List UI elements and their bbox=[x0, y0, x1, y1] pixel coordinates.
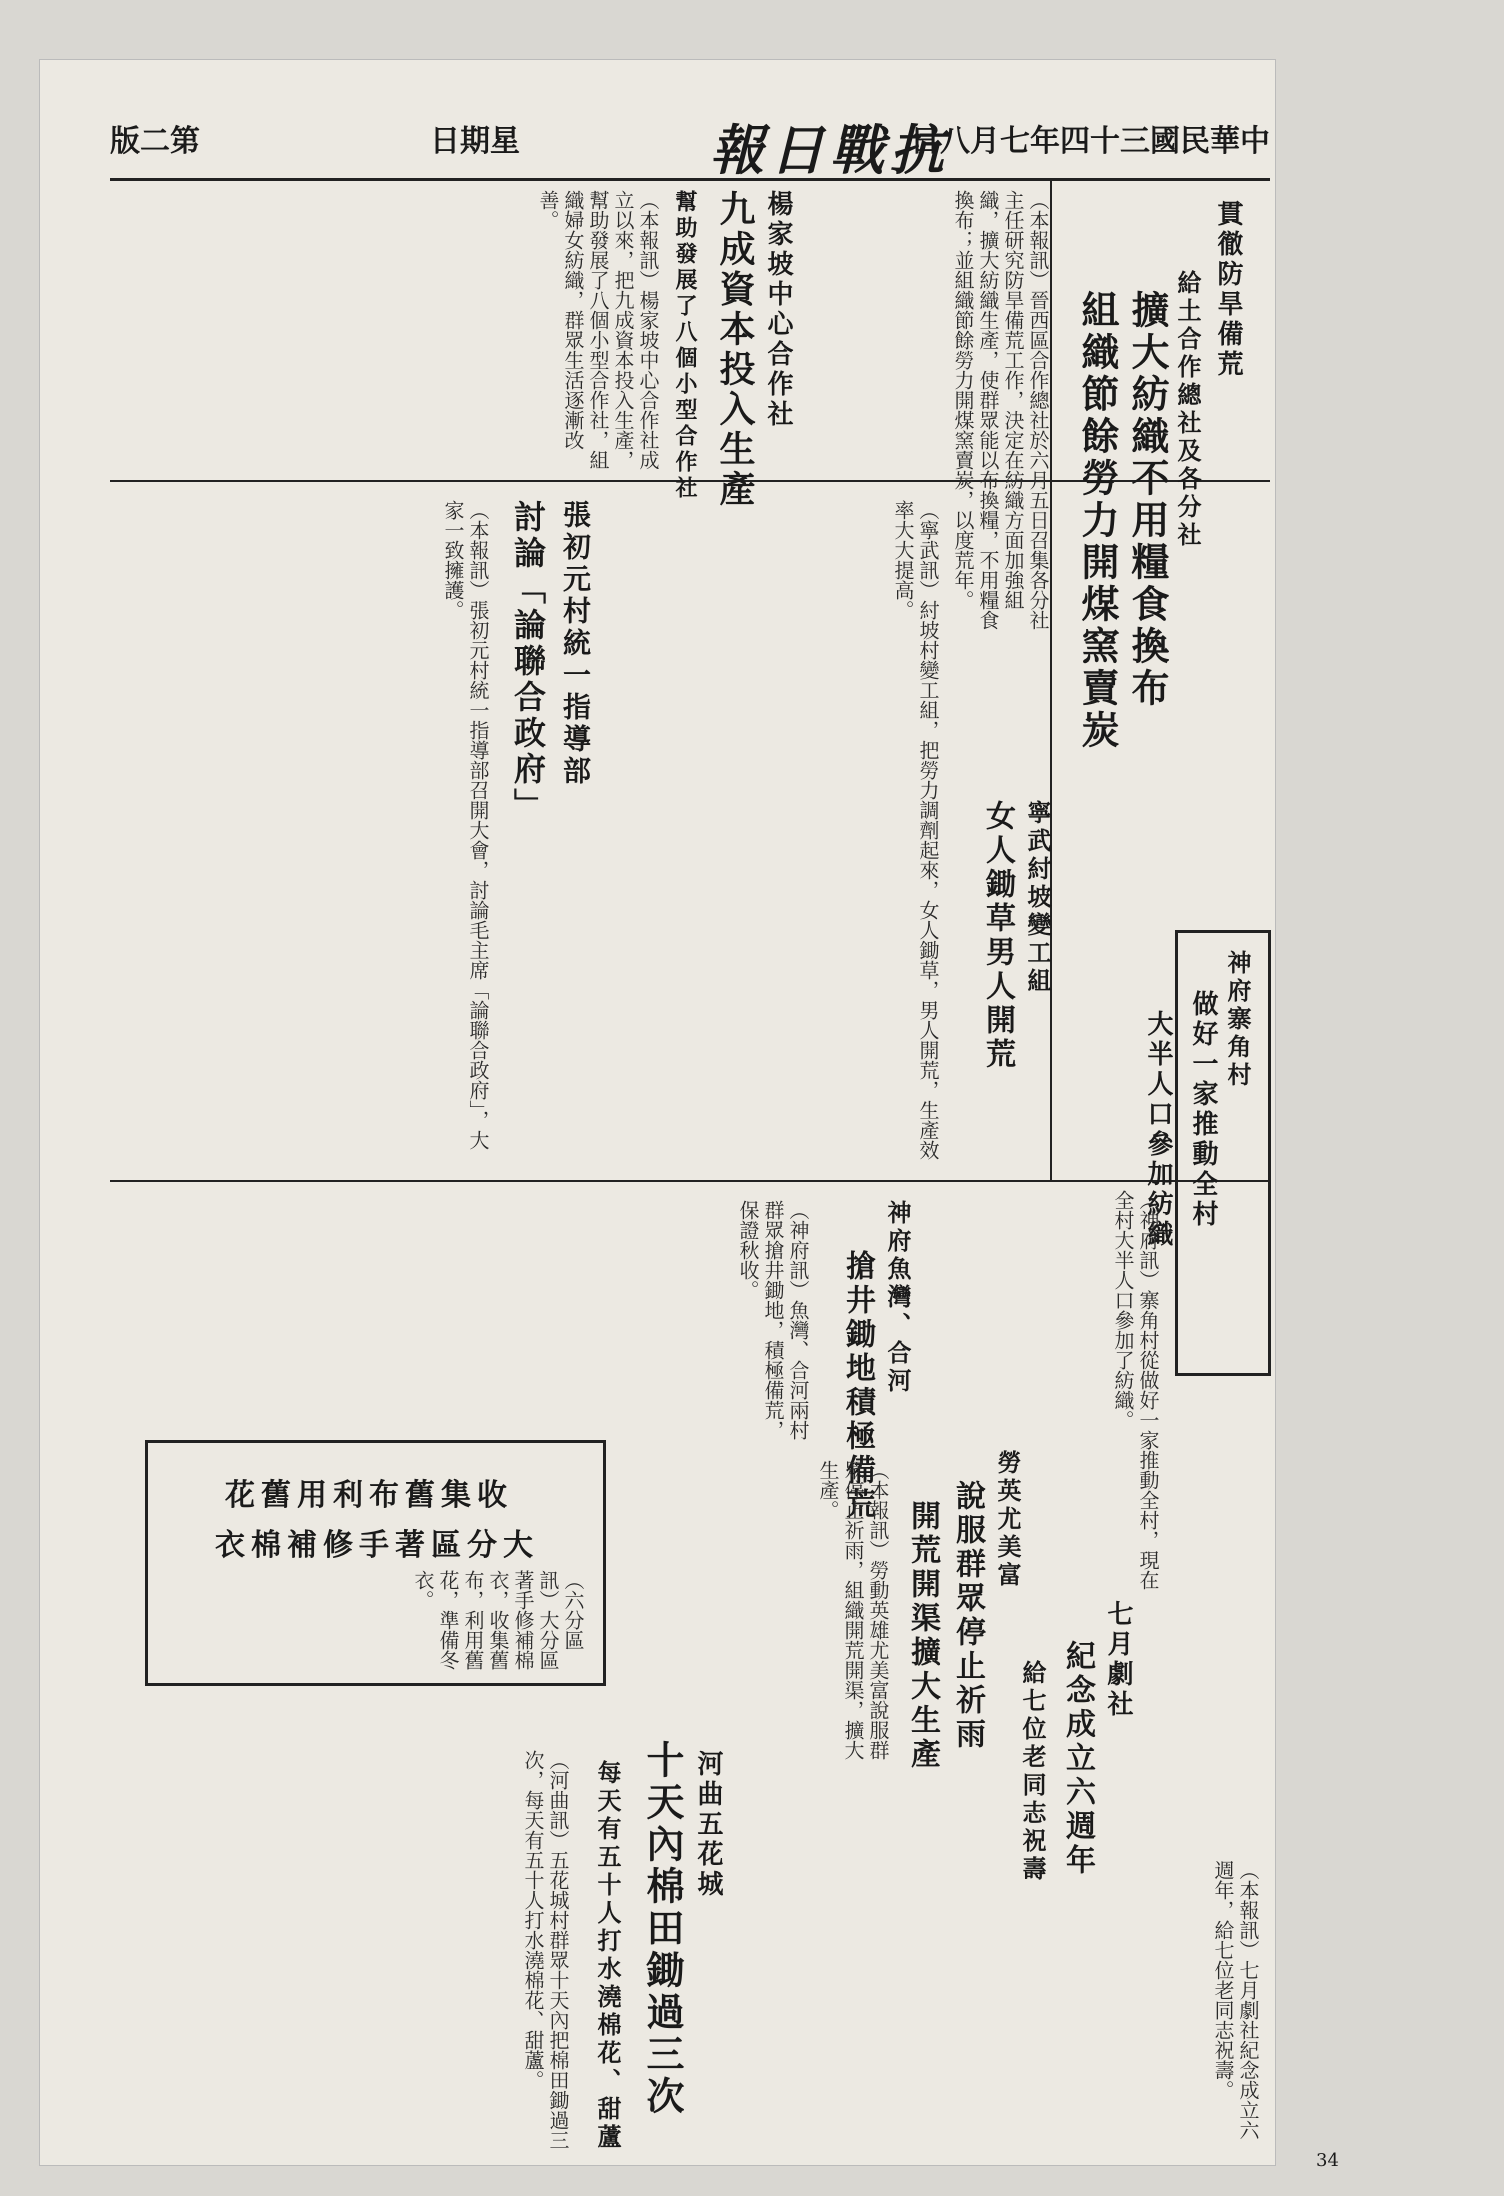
article-head: 每天有五十人打水澆棉花、甜蘆 bbox=[593, 1760, 622, 2152]
article-head: 神府寨角村 bbox=[1223, 950, 1252, 1090]
article-head: 大分區著手修補棉衣 bbox=[215, 1528, 539, 1563]
article-body: （河曲訊）五花城村群眾十天內把棉田鋤過三次，每天有五十人打水澆棉花、甜蘆。 bbox=[521, 1750, 570, 2150]
article-head: 開荒開渠擴大生產 bbox=[905, 1500, 940, 1772]
article-head: 大半人口參加紡織 bbox=[1143, 1010, 1173, 1250]
article-head: 九成資本投入生產 bbox=[714, 190, 756, 510]
article-head: 收集舊布利用舊花 bbox=[225, 1478, 513, 1513]
article-head: 楊家坡中心合作社 bbox=[763, 190, 793, 430]
weekday: 星期日 bbox=[430, 124, 520, 159]
article-kicker: 貫徹防旱備荒 bbox=[1213, 200, 1243, 380]
article-body: （神府訊）魚灣、合河兩村群眾搶井鋤地，積極備荒，保證秋收。 bbox=[736, 1200, 810, 1440]
article-head: 紀念成立六週年 bbox=[1060, 1640, 1095, 1878]
article-head: 給七位老同志祝壽 bbox=[1018, 1660, 1047, 1884]
article-body: （寧武訊）紂坡村變工組，把勞力調劑起來，女人鋤草，男人開荒，生產效率大大提高。 bbox=[891, 500, 940, 1160]
page-number: 34 bbox=[1316, 2150, 1339, 2171]
article-body: （本報訊）勞動英雄尤美富說服群眾停止祈雨，組織開荒開渠，擴大生產。 bbox=[816, 1460, 890, 1760]
article-head: 搶井鋤地積極備荒 bbox=[840, 1250, 875, 1522]
article-head: 討論「論聯合政府」 bbox=[509, 500, 547, 824]
rule bbox=[1050, 180, 1052, 1180]
article-body: （本報訊）張初元村統一指導部召開大會，討論毛主席「論聯合政府」，大家一致擁護。 bbox=[441, 500, 490, 1150]
issue-date: 中華民國三十四年七月八日 bbox=[910, 124, 1270, 159]
article-body: （本報訊）七月劇社紀念成立六週年，給七位老同志祝壽。 bbox=[1211, 1860, 1260, 2140]
article-head: 擴大紡織不用糧食換布 bbox=[1125, 290, 1170, 710]
article-head: 七月劇社 bbox=[1103, 1600, 1133, 1720]
article-head: 張初元村統一指導部 bbox=[559, 500, 592, 788]
article-head: 勞英尤美富 bbox=[993, 1450, 1022, 1590]
article-body: （神府訊）寨角村從做好一家推動全村，現在全村大半人口參加了紡織。 bbox=[1111, 1190, 1160, 1590]
article-head: 說服群眾停止祈雨 bbox=[950, 1480, 985, 1752]
article-head: 組織節餘勞力開煤窯賣炭 bbox=[1075, 290, 1120, 752]
article-head: 幫助發展了八個小型合作社 bbox=[672, 190, 698, 502]
masthead bbox=[110, 108, 1270, 181]
article-kicker: 神府魚灣、合河 bbox=[883, 1200, 912, 1396]
article-body: （六分區訊）大分區著手修補棉衣，收集舊布，利用舊花，準備冬衣。 bbox=[411, 1570, 585, 1670]
paper-title: 抗戰日報 bbox=[710, 118, 950, 182]
article-body: （本報訊）楊家坡中心合作社成立以來，把九成資本投入生產，幫助發展了八個小型合作社，組織婦女紡織，群眾生活逐漸改善。 bbox=[536, 190, 660, 470]
article-head: 給土合作總社及各分社 bbox=[1173, 270, 1202, 550]
article-head: 寧武紂坡變工組 bbox=[1023, 800, 1052, 996]
page-label: 第二版 bbox=[110, 124, 200, 159]
rule bbox=[110, 1180, 1270, 1182]
article-body: （本報訊）晉西區合作總社於六月五日召集各分社主任研究防旱備荒工作，決定在紡織方面加強組織，擴大紡織生產，使群眾能以布換糧，不用糧食換布；並組織節餘勞力開煤窯賣炭，以度荒年。 bbox=[951, 190, 1050, 630]
article-head: 女人鋤草男人開荒 bbox=[980, 800, 1015, 1072]
article-kicker: 河曲五花城 bbox=[693, 1750, 723, 1900]
article-head: 十天內棉田鋤過三次 bbox=[640, 1740, 685, 2118]
article-head: 做好一家推動全村 bbox=[1188, 990, 1218, 1230]
